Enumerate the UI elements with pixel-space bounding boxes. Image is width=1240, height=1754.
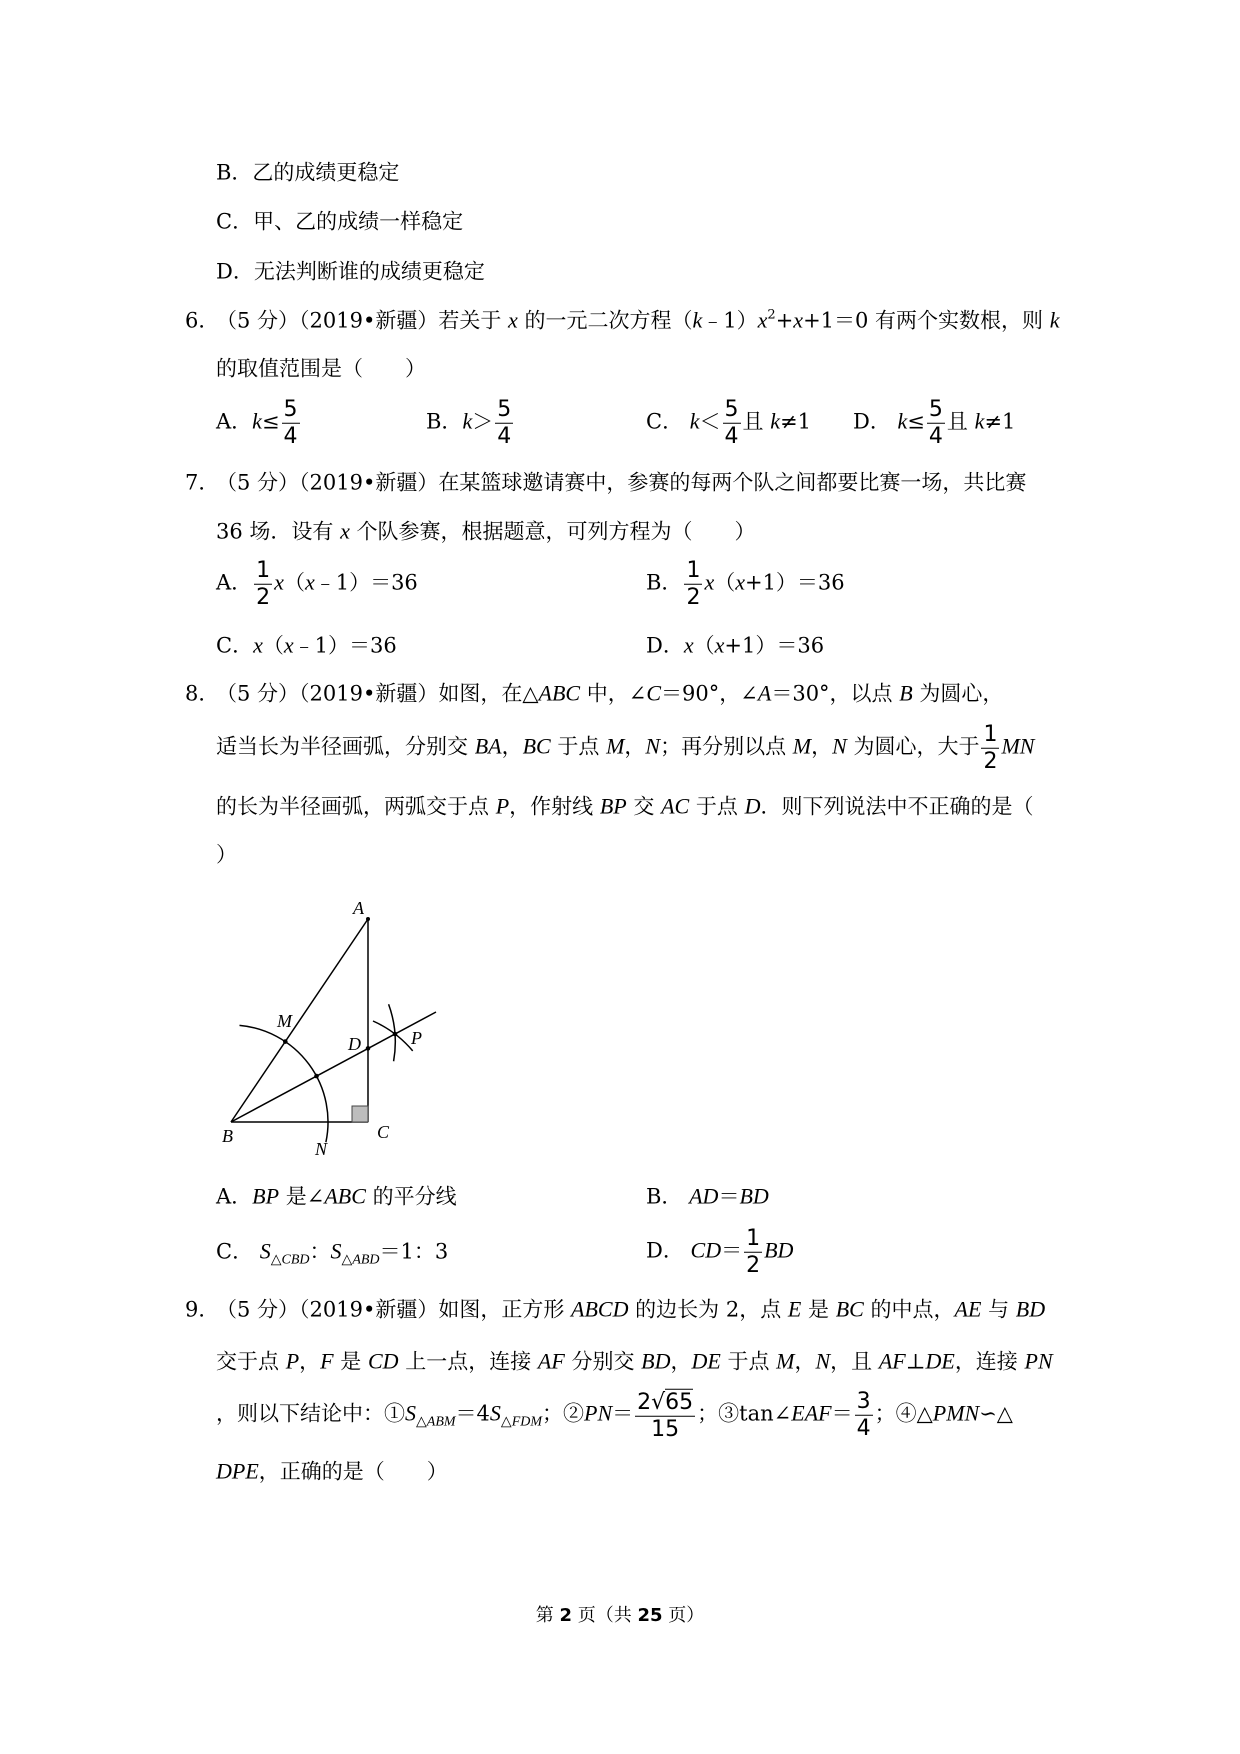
q6-stem-line-1: [185, 307, 1060, 336]
text-run: （5 分）（2019•新疆）如图，正方形: [216, 1297, 572, 1322]
segment-ba: [231, 919, 368, 1122]
text-run: D．无法判断谁的成绩更稳定: [216, 259, 485, 284]
math-variable: BA: [474, 733, 502, 759]
q7-option-d: [646, 632, 824, 661]
math-variable: BD: [641, 1348, 671, 1374]
fraction-numerator-text: 5: [283, 396, 298, 422]
text-run: 个队参赛，根据题意，可列方程为（ ）: [349, 519, 756, 544]
text-run: ，: [501, 734, 523, 759]
fraction-numerator: [981, 723, 999, 749]
q7-stem-line-2: [216, 518, 756, 547]
text-run: 交于点: [216, 1349, 286, 1374]
text-run: ⊥: [905, 1349, 926, 1374]
point-arc-on-bp: [314, 1074, 319, 1079]
text-run: 上一点，连接: [398, 1349, 538, 1374]
math-variable: N: [815, 1348, 831, 1374]
math-variable: k: [689, 408, 700, 434]
math-variable: C: [646, 680, 662, 706]
text-run: A．: [216, 1184, 253, 1209]
fraction-numerator: [254, 559, 272, 585]
fraction: [282, 398, 300, 449]
text-run: 的中点，: [863, 1297, 955, 1322]
math-variable: x: [757, 307, 768, 333]
fraction: [723, 398, 741, 449]
math-variable: x: [340, 518, 350, 544]
math-variable: k: [1049, 307, 1060, 333]
math-variable: AC: [661, 793, 690, 819]
math-variable: ABC: [538, 680, 581, 706]
text-run: ﹣1）: [702, 308, 758, 333]
math-variable: M: [792, 733, 812, 759]
math-variable: ABCD: [571, 1296, 629, 1322]
fraction-denominator: 2: [256, 584, 271, 610]
math-variable: BD: [739, 1183, 769, 1209]
math-variable: P: [495, 793, 510, 819]
math-variable: PMN: [932, 1400, 980, 1426]
math-variable: DPE: [216, 1458, 259, 1484]
fraction: [684, 559, 702, 610]
text-run: 的一元二次方程（: [517, 308, 693, 333]
subscript: △: [270, 1251, 282, 1268]
math-variable: x: [683, 632, 694, 658]
fraction-denominator: 2: [746, 1252, 761, 1278]
math-variable: M: [776, 1348, 795, 1374]
math-variable: ABC: [324, 1183, 366, 1209]
fraction-denominator: 4: [283, 423, 298, 449]
math-variable: BC: [835, 1296, 864, 1322]
text-run: （: [262, 633, 284, 658]
text-run: （: [714, 570, 736, 595]
math-variable: EAF: [791, 1400, 832, 1426]
subscript-variable: FDM: [511, 1414, 543, 1430]
text-run: ，: [670, 1349, 692, 1374]
ray-bp: [231, 1012, 436, 1122]
text-run: ）: [216, 842, 237, 867]
q9-stem-text: [216, 1298, 1045, 1322]
text-run: C．甲、乙的成绩一样稳定: [216, 209, 464, 234]
math-variable: N: [645, 733, 661, 759]
text-run: C．: [216, 1239, 260, 1264]
fraction-numerator-text: 1: [686, 557, 701, 583]
math-variable: x: [714, 632, 725, 658]
question-number: 9．: [185, 1297, 220, 1322]
fraction-numerator: [282, 398, 300, 424]
q9-stem-line-1: [185, 1296, 1045, 1325]
q8-stem-line-2: [216, 723, 1034, 774]
text-run: 于点: [689, 794, 745, 819]
text-run: 分别交: [564, 1349, 642, 1374]
fraction-numerator-text: 5: [724, 396, 739, 422]
text-run: ＝: [831, 1401, 853, 1426]
q8-stem-line-4: [216, 841, 237, 868]
text-run: D．: [646, 633, 684, 658]
q6-option-d: [853, 398, 1015, 449]
q5-option-d: [216, 258, 485, 285]
label-d: D: [348, 1034, 361, 1054]
text-run: ，作射线: [509, 794, 600, 819]
text-run: +1）＝36: [724, 633, 825, 658]
math-variable: AD: [689, 1183, 719, 1209]
math-variable: PN: [584, 1400, 613, 1426]
radicand: 65: [665, 1389, 694, 1415]
text-run: ，: [794, 1349, 816, 1374]
right-angle-mark: [352, 1106, 368, 1122]
label-a: A: [353, 898, 364, 918]
label-n: N: [315, 1139, 328, 1159]
math-variable: S: [330, 1238, 342, 1264]
math-variable: x: [508, 307, 518, 333]
fraction-numerator: [635, 1389, 695, 1417]
text-run: 页）: [662, 1605, 705, 1626]
math-variable: BD: [1015, 1296, 1046, 1322]
math-variable: S: [405, 1400, 416, 1426]
text-run: ，正确的是（ ）: [258, 1459, 448, 1484]
question-number: 7．: [185, 470, 220, 495]
subscript-variable: ABD: [352, 1252, 380, 1268]
label-m: M: [277, 1011, 292, 1031]
text-run: （5 分）（2019•新疆）如图，在△: [216, 681, 539, 706]
math-variable: x: [283, 632, 294, 658]
math-variable: MN: [1001, 733, 1035, 759]
math-variable: x: [735, 569, 745, 595]
text-run: C．: [216, 633, 254, 658]
label-b: B: [222, 1126, 233, 1146]
text-run: ∽△: [979, 1401, 1013, 1426]
math-variable: x: [274, 569, 284, 595]
math-variable: x: [704, 569, 715, 595]
fraction-numerator-text: 1: [256, 557, 271, 583]
text-run: ＝4: [455, 1401, 490, 1426]
fraction-numerator-text: 3: [856, 1388, 871, 1414]
q6-stem-line-2: [216, 355, 426, 382]
text-run: ≤: [261, 409, 280, 434]
fraction: [744, 1227, 762, 1278]
text-run: 的取值范围是（ ）: [216, 356, 426, 381]
math-variable: x: [304, 569, 315, 595]
fraction-numerator: [744, 1227, 762, 1253]
question-number: 6．: [185, 308, 220, 333]
math-variable: AE: [954, 1296, 982, 1322]
fraction: [635, 1389, 695, 1442]
text-run: 且: [946, 409, 975, 434]
math-variable: S: [259, 1238, 271, 1264]
math-variable: k: [462, 408, 473, 434]
text-run: ≠1: [779, 409, 811, 434]
math-variable: k: [692, 307, 703, 333]
fraction-denominator: 4: [497, 423, 512, 449]
subscript: △: [500, 1413, 512, 1430]
text-run: 36 场．设有: [216, 519, 341, 544]
fraction-denominator: 2: [983, 748, 998, 774]
subscript: △: [341, 1251, 353, 1268]
math-variable: x: [253, 632, 263, 658]
subscript: △: [416, 1413, 427, 1430]
superscript: 2: [767, 307, 776, 323]
q7-stem-text: [216, 470, 1026, 494]
fraction-denominator: 4: [928, 423, 943, 449]
text-run: +: [775, 308, 794, 333]
text-run: 是: [801, 1297, 836, 1322]
text-run: ；③tan∠: [697, 1401, 792, 1426]
text-run: B．乙的成绩更稳定: [216, 160, 400, 185]
math-variable: PN: [1024, 1348, 1053, 1374]
q8-option-a: [216, 1183, 457, 1212]
text-run: ＝1：3: [379, 1239, 449, 1264]
text-run: ＜: [699, 409, 721, 434]
fraction-denominator: 4: [724, 423, 739, 449]
math-variable: k: [252, 408, 262, 434]
math-variable: BC: [522, 733, 551, 759]
fraction: [927, 398, 945, 449]
text-run: 的平分线: [365, 1184, 457, 1209]
text-run: 于点: [720, 1349, 777, 1374]
text-run: 第: [535, 1605, 560, 1626]
text-run: ≠1: [984, 409, 1016, 434]
q8-stem-text: [216, 682, 1003, 706]
text-run: 为圆心，: [912, 681, 1004, 706]
q8-stem-line-3: [216, 793, 1033, 822]
subscript-variable: CBD: [281, 1252, 310, 1268]
text-run: （: [283, 570, 305, 595]
point-m: [283, 1039, 288, 1044]
text-run: +1＝0 有两个实数根，则: [803, 308, 1050, 333]
text-run: ＞: [472, 409, 494, 434]
text-run: B．: [646, 570, 683, 595]
text-run: ＝: [721, 1238, 743, 1263]
math-variable: k: [974, 408, 985, 434]
math-variable: B: [899, 680, 913, 706]
text-run: ≤: [907, 409, 925, 434]
page-footer: [536, 1601, 705, 1627]
fraction-numerator: [927, 398, 945, 424]
math-variable: A: [757, 680, 772, 706]
text-run: ．则下列说法中不正确的是（: [760, 794, 1034, 819]
text-run: ，则以下结论中：①: [216, 1401, 405, 1426]
fraction-numerator-text: 2√: [637, 1389, 666, 1415]
text-run: （: [693, 633, 715, 658]
math-variable: F: [320, 1348, 334, 1374]
math-variable: BP: [252, 1183, 280, 1209]
math-variable: BP: [599, 793, 627, 819]
fraction-numerator-text: 5: [497, 396, 512, 422]
text-run: C．: [646, 409, 690, 434]
text-run: ﹣1）＝36: [314, 570, 418, 595]
text-run: ，连接: [954, 1349, 1025, 1374]
q8-stem-line-1: [185, 680, 1003, 709]
text-run: D．: [646, 1238, 691, 1263]
fraction: [254, 559, 272, 610]
math-variable: E: [787, 1296, 802, 1322]
q7-stem-line-1: [185, 469, 1026, 496]
text-run: ＝: [612, 1401, 634, 1426]
point-a: [366, 917, 370, 921]
q6-option-a: [216, 398, 302, 449]
point-p: [393, 1032, 398, 1037]
q7-option-c: [216, 632, 397, 661]
text-run: ；②: [542, 1401, 585, 1426]
question-number: 8．: [185, 681, 220, 706]
text-run: （5 分）（2019•新疆）若关于: [216, 308, 509, 333]
text-run: ：: [309, 1239, 331, 1264]
math-variable: N: [832, 733, 847, 759]
math-variable: x: [793, 307, 804, 333]
q7-option-b: [646, 559, 845, 610]
text-run: ；④△: [874, 1401, 933, 1426]
math-variable: k: [897, 408, 908, 434]
math-variable: CD: [367, 1348, 399, 1374]
fraction-denominator: 15: [651, 1416, 680, 1442]
q6-option-b: [426, 398, 515, 449]
page-number: 25: [637, 1605, 663, 1626]
fraction: [495, 398, 513, 449]
text-run: ﹣1）＝36: [293, 633, 397, 658]
subscript-variable: ABM: [426, 1414, 456, 1430]
q5-option-b: [216, 159, 399, 186]
text-run: 是∠: [279, 1184, 325, 1209]
math-variable: M: [606, 733, 625, 759]
text-run: 中，∠: [580, 681, 647, 706]
fraction-numerator-text: 5: [928, 396, 943, 422]
math-variable: AF: [878, 1348, 906, 1374]
q5-option-c: [216, 208, 463, 235]
text-run: 是: [333, 1349, 368, 1374]
fraction-numerator: [684, 559, 702, 585]
fraction: [981, 723, 999, 774]
fraction-denominator: 4: [856, 1415, 871, 1441]
label-p: P: [411, 1028, 422, 1048]
q8-option-b: [646, 1183, 769, 1212]
page-number: 2: [559, 1605, 573, 1626]
text-run: （5 分）（2019•新疆）在某篮球邀请赛中，参赛的每两个队之间都要比赛一场，共比赛: [216, 470, 1027, 495]
text-run: +1）＝36: [744, 570, 845, 595]
q8-option-c: [216, 1238, 448, 1267]
text-run: 且: [742, 409, 771, 434]
text-run: 于点: [550, 734, 607, 759]
text-run: ，: [624, 734, 646, 759]
math-variable: D: [744, 793, 761, 819]
fraction-numerator-text: 1: [983, 721, 998, 747]
q8-option-d: [646, 1227, 793, 1278]
fraction-numerator: [723, 398, 741, 424]
q9-stem-line-2: [216, 1348, 1053, 1377]
text-run: ，且: [830, 1349, 879, 1374]
text-run: 为圆心，大于: [846, 734, 980, 759]
math-variable: P: [285, 1348, 300, 1374]
math-variable: CD: [690, 1237, 722, 1263]
q7-option-a: [216, 559, 418, 610]
q8-geometry-figure: [200, 885, 460, 1170]
text-run: 与: [981, 1297, 1016, 1322]
text-run: A．: [216, 570, 253, 595]
text-run: ＝30°，以点: [771, 681, 900, 706]
q6-option-c: [646, 398, 811, 449]
text-run: 页（共: [572, 1605, 638, 1626]
fraction-numerator: [495, 398, 513, 424]
math-variable: DE: [691, 1348, 721, 1374]
math-variable: AF: [537, 1348, 565, 1374]
text-run: 适当长为半径画弧，分别交: [216, 734, 475, 759]
fraction-numerator: [855, 1390, 873, 1416]
math-variable: k: [770, 408, 780, 434]
text-run: B．: [646, 1184, 690, 1209]
label-c: C: [377, 1122, 390, 1142]
text-run: B．: [426, 409, 463, 434]
text-run: 的长为半径画弧，两弧交于点: [216, 794, 496, 819]
fraction: [855, 1390, 873, 1441]
text-run: A．: [216, 409, 253, 434]
text-run: ＝: [718, 1184, 740, 1209]
point-d: [366, 1046, 371, 1051]
text-run: D．: [853, 409, 898, 434]
q6-stem-text: [216, 309, 1060, 333]
fraction-numerator-text: 1: [746, 1225, 761, 1251]
math-variable: DE: [925, 1348, 955, 1374]
fraction-denominator: 2: [686, 584, 701, 610]
text-run: 交: [626, 794, 662, 819]
text-run: ，: [299, 1349, 321, 1374]
q9-stem-line-4: [216, 1458, 448, 1487]
math-variable: S: [489, 1400, 501, 1426]
text-run: ；再分别以点: [660, 734, 793, 759]
q9-stem-line-3: [216, 1389, 1013, 1442]
text-run: ＝90°，∠: [661, 681, 758, 706]
math-variable: BD: [764, 1237, 794, 1263]
text-run: 的边长为 2，点: [628, 1297, 788, 1322]
text-run: ，: [811, 734, 833, 759]
